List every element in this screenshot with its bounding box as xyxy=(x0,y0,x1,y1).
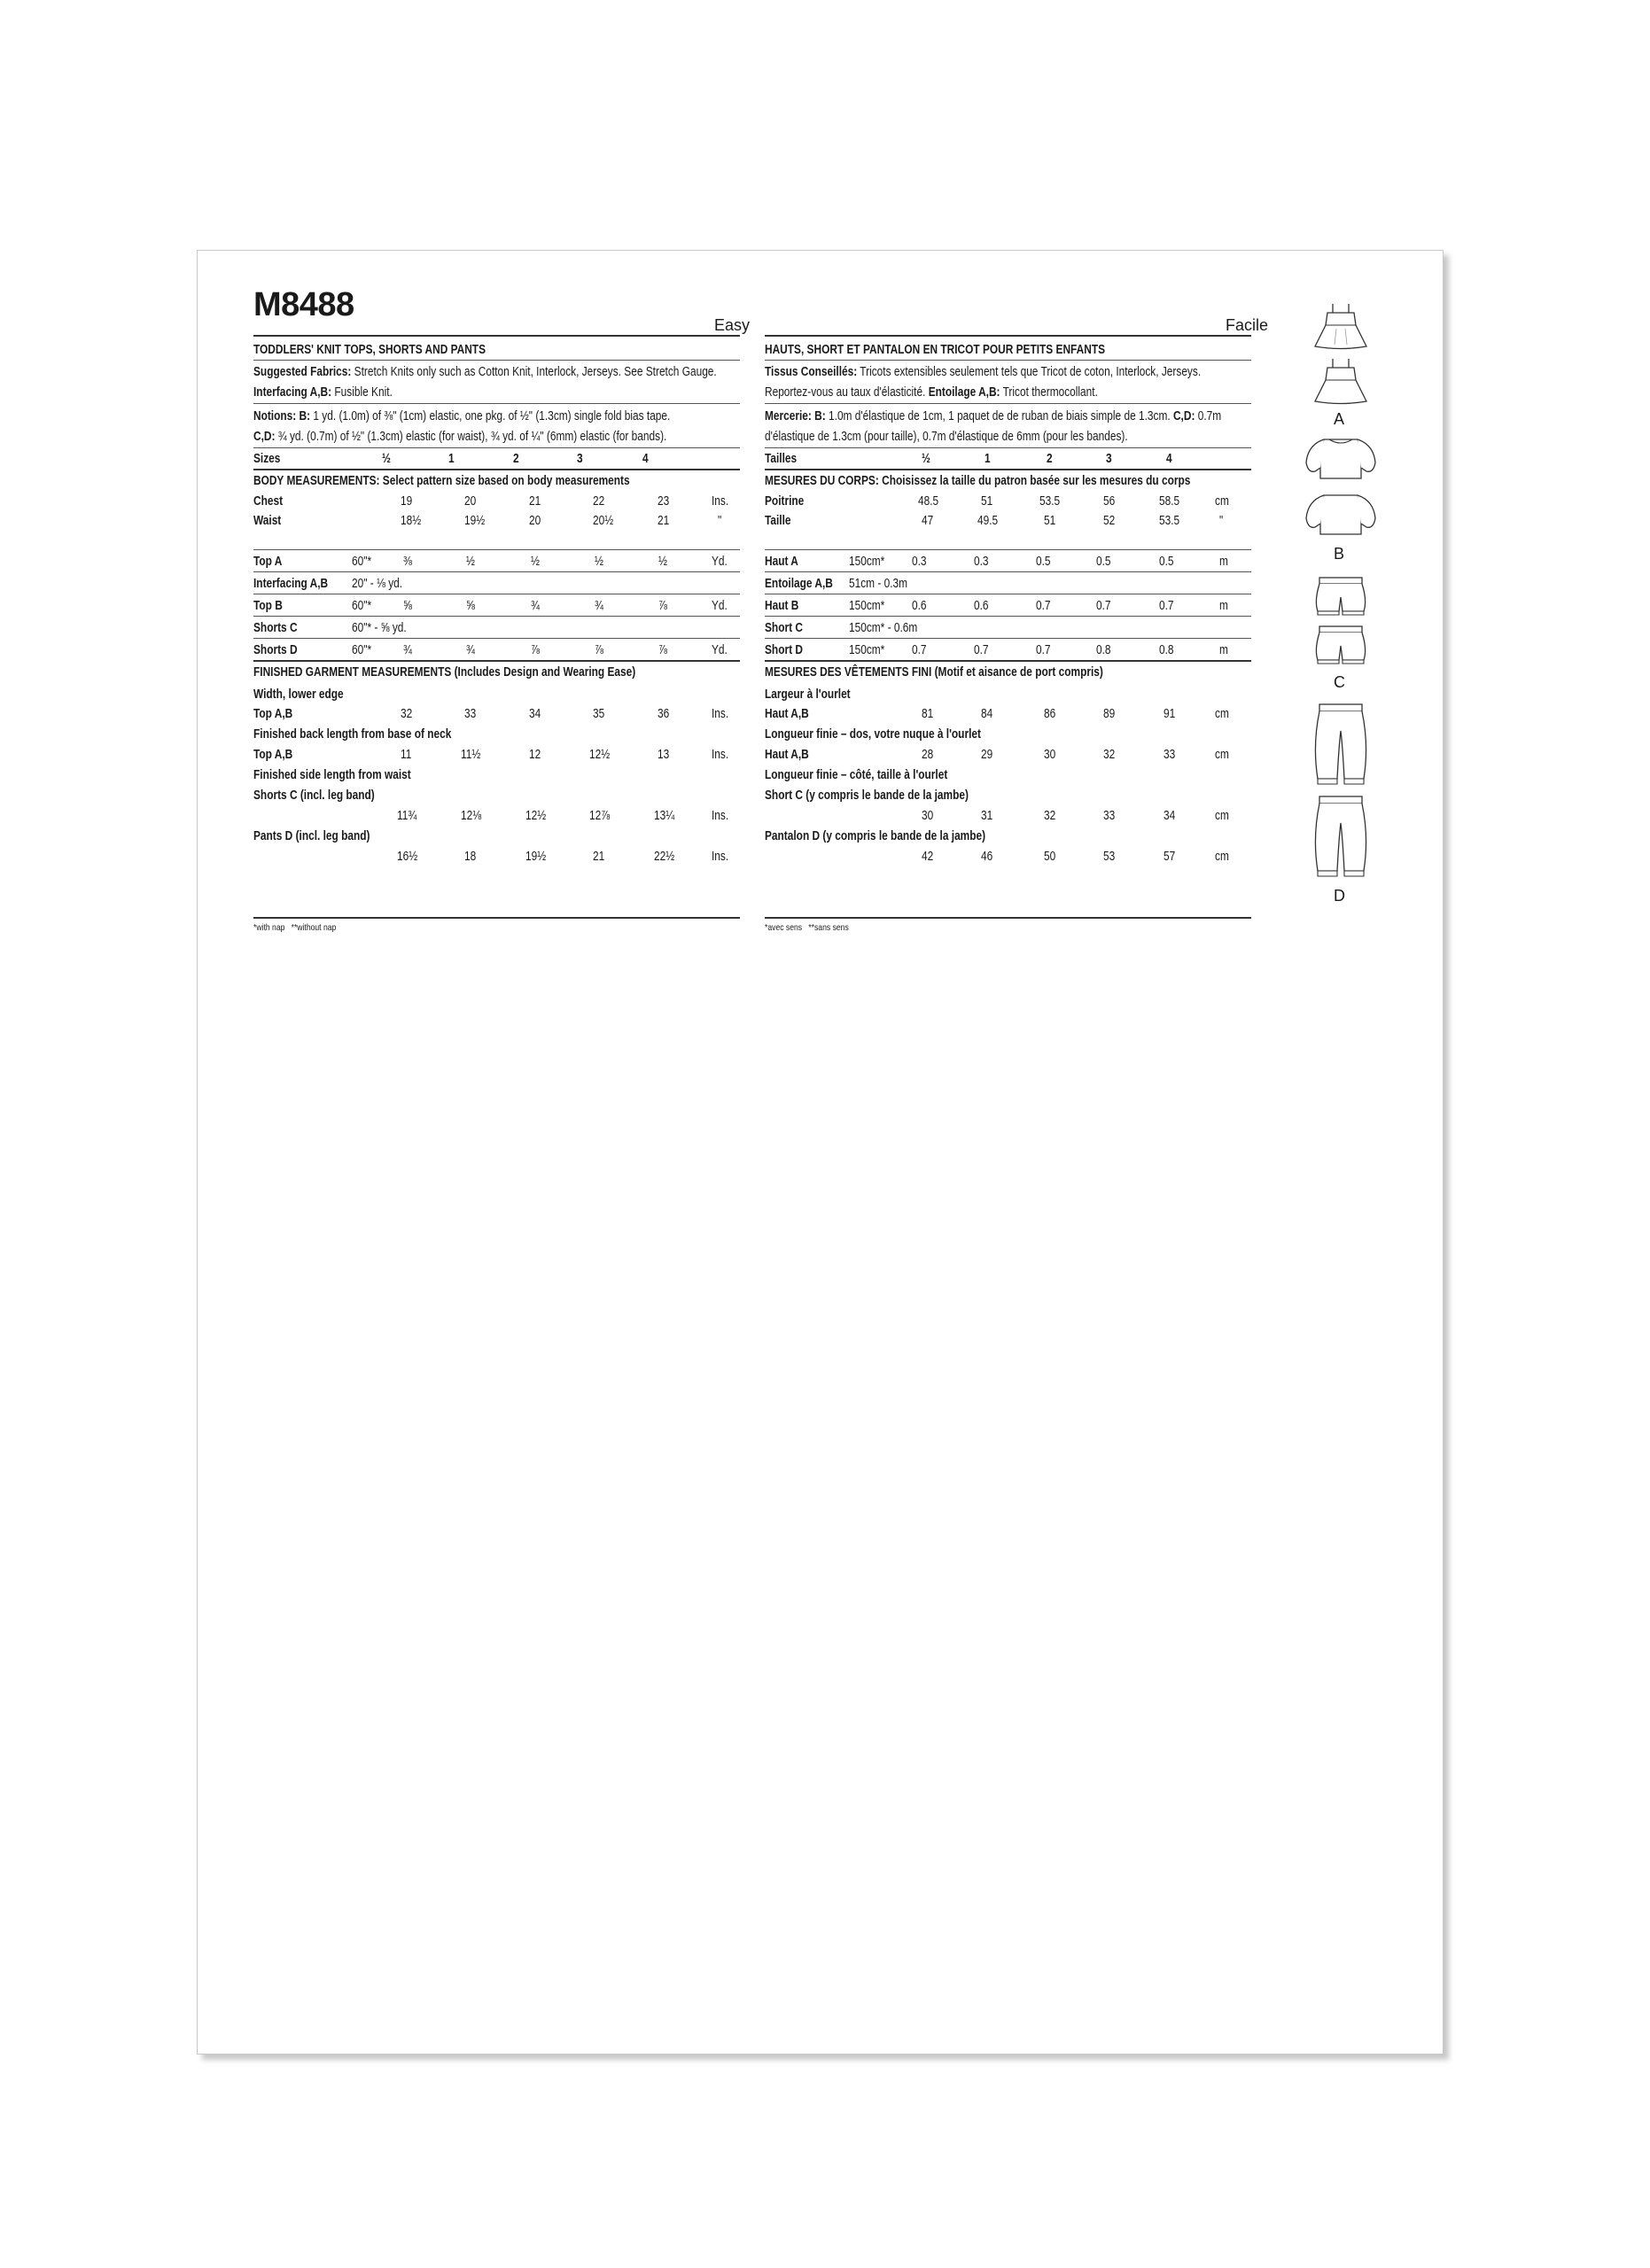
view-a-front-sketch xyxy=(1310,302,1372,352)
unit: cm xyxy=(1215,494,1229,509)
notions-line-2: C,D: ¾ yd. (0.7m) of ½" (1.3cm) elastic (for waist), ¾ yd. of ¼" (6mm) elastic (for bands). xyxy=(253,430,667,444)
fabric-width: 150cm* xyxy=(849,599,885,613)
size-col: 3 xyxy=(1106,452,1112,466)
divider xyxy=(765,638,1251,639)
cell: 13 xyxy=(658,748,670,762)
divider xyxy=(765,403,1251,404)
cell: 0.7 xyxy=(1036,643,1051,657)
divider xyxy=(253,571,740,572)
unit: Yd. xyxy=(712,643,728,657)
cell: 0.5 xyxy=(1096,555,1111,569)
cell: 0.8 xyxy=(1159,643,1174,657)
divider xyxy=(765,660,1251,662)
cell: 29 xyxy=(981,748,993,762)
cell: ¾ xyxy=(531,599,540,613)
unit: Ins. xyxy=(712,707,729,721)
cell: 51 xyxy=(1044,514,1056,528)
view-c-front-sketch xyxy=(1312,574,1369,618)
divider xyxy=(765,616,1251,617)
cell: 20½ xyxy=(593,514,614,528)
cell: 49.5 xyxy=(977,514,999,528)
finished-subheading: Finished back length from base of neck xyxy=(253,727,452,742)
cell: 0.7 xyxy=(1096,599,1111,613)
cell: 12 xyxy=(529,748,541,762)
view-d-back-sketch xyxy=(1311,793,1371,882)
row-label: Poitrine xyxy=(765,494,805,509)
cell: 51 xyxy=(981,494,993,509)
fabrics-line-fr: Tissus Conseillés: Tricots extensibles seulement tels que Tricot de coton, Interlock, Jerseys. xyxy=(765,365,1202,379)
row-label: Chest xyxy=(253,494,284,509)
difficulty-level-fr: Facile xyxy=(1226,316,1269,334)
footnote: *with nap **without nap xyxy=(253,922,337,933)
size-col: 1 xyxy=(448,452,455,466)
cell: 89 xyxy=(1103,707,1116,721)
row-label: Taille xyxy=(765,514,791,528)
fabric-width: 60"* xyxy=(352,555,372,569)
divider xyxy=(765,360,1251,361)
view-d-front-sketch xyxy=(1311,701,1371,789)
cell: 20 xyxy=(464,494,477,509)
fabric-width: 51cm - 0.3m xyxy=(849,577,908,591)
finished-subheading: Longueur finie – dos, votre nuque à l'ourlet xyxy=(765,727,981,742)
cell: 21 xyxy=(593,850,605,864)
cell: 84 xyxy=(981,707,993,721)
divider xyxy=(253,335,740,337)
divider xyxy=(765,469,1251,470)
row-label: Entoilage A,B xyxy=(765,577,833,591)
divider xyxy=(253,549,740,550)
cell: 0.7 xyxy=(1036,599,1051,613)
row-label: Haut B xyxy=(765,599,799,613)
finished-subheading: Pants D (incl. leg band) xyxy=(253,829,370,843)
finished-subheading: Shorts C (incl. leg band) xyxy=(253,788,375,803)
cell: 11½ xyxy=(461,748,481,762)
cell: 23 xyxy=(658,494,670,509)
row-label: Top A,B xyxy=(253,748,293,762)
size-col: 2 xyxy=(513,452,519,466)
size-col: 4 xyxy=(1166,452,1172,466)
pattern-sheet xyxy=(197,250,1444,2054)
divider xyxy=(253,638,740,639)
finished-subheading: Pantalon D (y compris le bande de la jambe) xyxy=(765,829,986,843)
cell: 36 xyxy=(658,707,670,721)
cell: ¾ xyxy=(595,599,603,613)
unit: cm xyxy=(1215,748,1229,762)
pattern-code: M8488 xyxy=(253,286,354,323)
cell: 50 xyxy=(1044,850,1056,864)
row-label: Top B xyxy=(253,599,283,613)
cell: 0.3 xyxy=(974,555,989,569)
cell: 28 xyxy=(922,748,934,762)
cell: ¾ xyxy=(403,643,412,657)
cell: 32 xyxy=(401,707,413,721)
cell: 31 xyxy=(981,809,993,823)
cell: 91 xyxy=(1164,707,1176,721)
cell: 20 xyxy=(529,514,541,528)
cell: 19 xyxy=(401,494,413,509)
cell: 53 xyxy=(1103,850,1116,864)
cell: 58.5 xyxy=(1159,494,1180,509)
unit: m xyxy=(1219,643,1228,657)
cell: ½ xyxy=(595,555,603,569)
divider xyxy=(253,660,740,662)
unit: Ins. xyxy=(712,850,729,864)
cell: 18 xyxy=(464,850,477,864)
cell: 22½ xyxy=(654,850,675,864)
cell: 19½ xyxy=(464,514,486,528)
divider xyxy=(253,447,740,448)
unit: cm xyxy=(1215,850,1229,864)
finished-subheading: Finished side length from waist xyxy=(253,768,411,782)
cell: 0.6 xyxy=(912,599,927,613)
fabric-width: 60"* xyxy=(352,599,372,613)
interfacing-line: Interfacing A,B: Fusible Knit. xyxy=(253,385,393,400)
divider xyxy=(253,917,740,919)
cell: 22 xyxy=(593,494,605,509)
footnote-fr: *avec sens **sans sens xyxy=(765,922,849,933)
body-measurements-heading-fr: MESURES DU CORPS: Choisissez la taille du patron basée sur les mesures du corps xyxy=(765,474,1191,488)
row-label: Haut A,B xyxy=(765,748,809,762)
cell: ½ xyxy=(658,555,667,569)
cell: 0.5 xyxy=(1159,555,1174,569)
size-col: ½ xyxy=(922,452,930,466)
cell: ⅜ xyxy=(403,555,412,569)
cell: 12½ xyxy=(525,809,547,823)
cell: 11 xyxy=(401,748,412,762)
cell: 33 xyxy=(1164,748,1176,762)
fabric-width: 150cm* xyxy=(849,555,885,569)
cell: 30 xyxy=(1044,748,1056,762)
finished-subheading: Short C (y compris le bande de la jambe) xyxy=(765,788,969,803)
cell: 33 xyxy=(464,707,477,721)
body-measurements-heading: BODY MEASUREMENTS: Select pattern size based on body measurements xyxy=(253,474,630,488)
cell: 18½ xyxy=(401,514,422,528)
cell: 52 xyxy=(1103,514,1116,528)
divider xyxy=(253,469,740,470)
pattern-title-fr: HAUTS, SHORT ET PANTALON EN TRICOT POUR PETITS ENFANTS xyxy=(765,343,1106,357)
cell: 16½ xyxy=(397,850,418,864)
unit: m xyxy=(1219,555,1228,569)
cell: 34 xyxy=(1164,809,1176,823)
size-col: 2 xyxy=(1047,452,1053,466)
notions-line-1: Notions: B: 1 yd. (1.0m) of ⅜" (1cm) elastic, one pkg. of ½" (1.3cm) single fold bias tape. xyxy=(253,409,671,423)
cell: 0.7 xyxy=(912,643,927,657)
divider xyxy=(765,447,1251,448)
unit: Yd. xyxy=(712,599,728,613)
divider xyxy=(765,335,1251,337)
view-letter-a: A xyxy=(1334,410,1345,428)
cell: 30 xyxy=(922,809,934,823)
cell: 21 xyxy=(658,514,670,528)
cell: 21 xyxy=(529,494,541,509)
finished-subheading: Longueur finie – côté, taille à l'ourlet xyxy=(765,768,948,782)
cell: 33 xyxy=(1103,809,1116,823)
sizes-label-fr: Tailles xyxy=(765,452,798,466)
divider xyxy=(253,616,740,617)
cell: 12½ xyxy=(589,748,611,762)
row-label: Short D xyxy=(765,643,803,657)
view-letter-c: C xyxy=(1334,673,1345,691)
size-col: 1 xyxy=(985,452,991,466)
cell: ½ xyxy=(466,555,475,569)
row-label: Haut A xyxy=(765,555,798,569)
divider xyxy=(253,360,740,361)
unit: cm xyxy=(1215,707,1229,721)
unit: Ins. xyxy=(712,494,729,509)
cell: 0.7 xyxy=(1159,599,1174,613)
row-label: Interfacing A,B xyxy=(253,577,329,591)
cell: ⅝ xyxy=(466,599,475,613)
unit: Yd. xyxy=(712,555,728,569)
interfacing-line-fr: Reportez-vous au taux d'élasticité. Entoilage A,B: Tricot thermocollant. xyxy=(765,385,1098,400)
cell: 13¼ xyxy=(654,809,675,823)
fabric-width: 60"* xyxy=(352,643,372,657)
unit: Ins. xyxy=(712,748,729,762)
unit: m xyxy=(1219,599,1228,613)
cell: ⅞ xyxy=(658,643,667,657)
cell: 86 xyxy=(1044,707,1056,721)
cell: ⅞ xyxy=(658,599,667,613)
view-c-back-sketch xyxy=(1312,623,1369,667)
row-label: Shorts D xyxy=(253,643,298,657)
row-label: Top A,B xyxy=(253,707,293,721)
notions-line-1-fr: Mercerie: B: 1.0m d'élastique de 1cm, 1 paquet de de ruban de biais simple de 1.3cm. C,D: 0.7m xyxy=(765,409,1222,423)
view-letter-b: B xyxy=(1334,545,1345,563)
cell: 53.5 xyxy=(1039,494,1061,509)
pattern-title: TODDLERS' KNIT TOPS, SHORTS AND PANTS xyxy=(253,343,486,357)
cell: 19½ xyxy=(525,850,547,864)
cell: 32 xyxy=(1103,748,1116,762)
cell: 56 xyxy=(1103,494,1116,509)
row-label: Top A xyxy=(253,555,283,569)
finished-heading: FINISHED GARMENT MEASUREMENTS (Includes Design and Wearing Ease) xyxy=(253,665,636,680)
divider xyxy=(765,917,1251,919)
finished-subheading: Largeur à l'ourlet xyxy=(765,687,851,702)
cell: 11¾ xyxy=(397,809,417,823)
fabrics-line: Suggested Fabrics: Stretch Knits only such as Cotton Knit, Interlock, Jerseys. See Stretch Gauge. xyxy=(253,365,717,379)
view-a-back-sketch xyxy=(1310,357,1372,407)
cell: 46 xyxy=(981,850,993,864)
cell: 32 xyxy=(1044,809,1056,823)
size-col: 3 xyxy=(577,452,583,466)
unit: Ins. xyxy=(712,809,729,823)
fabric-width: 150cm* xyxy=(849,643,885,657)
cell: 0.8 xyxy=(1096,643,1111,657)
cell: 12⅛ xyxy=(461,809,482,823)
cell: 81 xyxy=(922,707,934,721)
cell: 53.5 xyxy=(1159,514,1180,528)
cell: 0.3 xyxy=(912,555,927,569)
cell: 57 xyxy=(1164,850,1176,864)
row-label: Short C xyxy=(765,621,803,635)
divider xyxy=(765,571,1251,572)
sizes-label: Sizes xyxy=(253,452,281,466)
row-label: Waist xyxy=(253,514,282,528)
cell: ¾ xyxy=(466,643,475,657)
cell: 35 xyxy=(593,707,605,721)
cell: 12⅞ xyxy=(589,809,611,823)
cell: 0.7 xyxy=(974,643,989,657)
cell: ⅝ xyxy=(403,599,412,613)
divider xyxy=(253,403,740,404)
fabric-width: 60"* - ⅝ yd. xyxy=(352,621,407,635)
size-col: ½ xyxy=(382,452,391,466)
unit: " xyxy=(1219,514,1224,528)
unit: " xyxy=(718,514,722,528)
cell: 34 xyxy=(529,707,541,721)
divider xyxy=(765,549,1251,550)
size-col: 4 xyxy=(642,452,649,466)
view-b-front-sketch xyxy=(1303,432,1379,485)
unit: cm xyxy=(1215,809,1229,823)
fabric-width: 20" - ⅛ yd. xyxy=(352,577,403,591)
cell: ⅞ xyxy=(531,643,540,657)
cell: 42 xyxy=(922,850,934,864)
difficulty-level: Easy xyxy=(714,316,751,334)
notions-line-2-fr: d'élastique de 1.3cm (pour taille), 0.7m d'élastique de 6mm (pour les bandes). xyxy=(765,430,1128,444)
fabric-width: 150cm* - 0.6m xyxy=(849,621,918,635)
cell: 0.5 xyxy=(1036,555,1051,569)
cell: ⅞ xyxy=(595,643,603,657)
cell: 0.6 xyxy=(974,599,989,613)
row-label: Haut A,B xyxy=(765,707,809,721)
view-letter-d: D xyxy=(1334,887,1345,905)
cell: ½ xyxy=(531,555,540,569)
cell: 47 xyxy=(922,514,934,528)
row-label: Shorts C xyxy=(253,621,298,635)
view-b-back-sketch xyxy=(1303,488,1379,541)
finished-heading-fr: MESURES DES VÊTEMENTS FINI (Motif et aisance de port compris) xyxy=(765,665,1103,680)
finished-subheading: Width, lower edge xyxy=(253,687,344,702)
cell: 48.5 xyxy=(918,494,939,509)
